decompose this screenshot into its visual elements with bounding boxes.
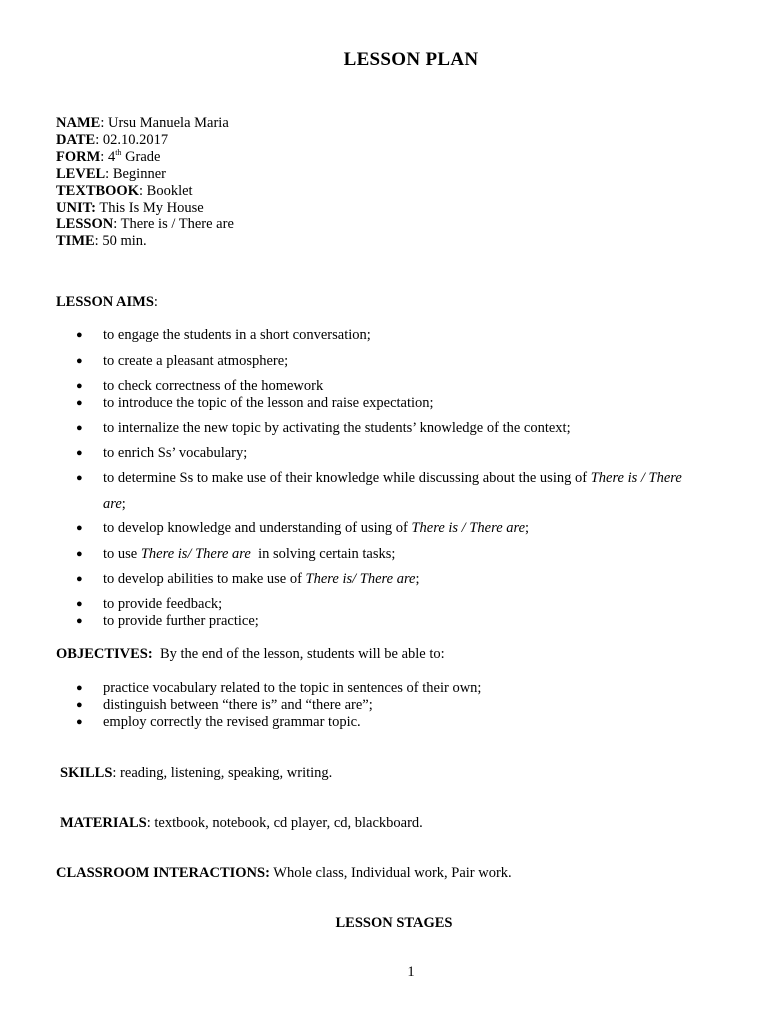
aim-item: to check correctness of the homework (103, 378, 324, 394)
aim-item: to create a pleasant atmosphere; (103, 353, 289, 369)
bullet-icon: ● (76, 472, 83, 484)
materials-line: MATERIALS: textbook, notebook, cd player, cd, blackboard. (60, 815, 423, 831)
aim-item: to introduce the topic of the lesson and raise expectation; (103, 395, 434, 411)
bullet-icon: ● (76, 682, 83, 694)
info-level: LEVEL: Beginner (56, 165, 166, 182)
bullet-icon: ● (76, 329, 83, 341)
info-form: FORM: 4th Grade (56, 147, 161, 165)
bullet-icon: ● (76, 615, 83, 627)
aim-item: to provide further practice; (103, 613, 259, 629)
lesson-stages-heading: LESSON STAGES (335, 915, 453, 931)
aim-item: to internalize the new topic by activating the students’ knowledge of the context; (103, 420, 571, 436)
lesson-aims-heading: LESSON AIMS: (56, 294, 158, 310)
bullet-icon: ● (76, 598, 83, 610)
objective-item: practice vocabulary related to the topic in sentences of their own; (103, 680, 482, 696)
aim-item: to develop knowledge and understanding of using of There is / There are; (103, 520, 530, 536)
bullet-icon: ● (76, 716, 83, 728)
objectives-line: OBJECTIVES: By the end of the lesson, students will be able to: (56, 646, 445, 662)
classroom-interactions-line: CLASSROOM INTERACTIONS: Whole class, Individual work, Pair work. (56, 865, 512, 881)
info-name: NAME: Ursu Manuela Maria (56, 115, 229, 131)
bullet-icon: ● (76, 447, 83, 459)
aim-item: to determine Ss to make use of their knowledge while discussing about the using of There is / There (103, 470, 682, 486)
info-lesson: LESSON: There is / There are (56, 216, 234, 233)
bullet-icon: ● (76, 548, 83, 560)
aim-item: to use There is/ There are in solving certain tasks; (103, 546, 396, 562)
page-number: 1 (407, 964, 415, 980)
objective-item: distinguish between “there is” and “there are”; (103, 697, 373, 713)
aim-item: to engage the students in a short conversation; (103, 327, 371, 343)
aim-item-continuation: are; (103, 496, 126, 512)
bullet-icon: ● (76, 573, 83, 585)
bullet-icon: ● (76, 422, 83, 434)
aim-item: to develop abilities to make use of There is/ There are; (103, 571, 420, 587)
info-time: TIME: 50 min. (56, 233, 147, 250)
bullet-icon: ● (76, 380, 83, 392)
bullet-icon: ● (76, 699, 83, 711)
document-title: LESSON PLAN (343, 49, 479, 70)
bullet-icon: ● (76, 355, 83, 367)
info-date: DATE: 02.10.2017 (56, 131, 169, 148)
aim-item: to enrich Ss’ vocabulary; (103, 445, 248, 461)
aim-item: to provide feedback; (103, 596, 223, 612)
lesson-info-block (56, 115, 234, 250)
objective-item: employ correctly the revised grammar topic. (103, 714, 361, 730)
skills-line: SKILLS: reading, listening, speaking, writing. (60, 765, 333, 781)
bullet-icon: ● (76, 522, 83, 534)
info-textbook: TEXTBOOK: Booklet (56, 182, 193, 199)
info-unit: UNIT: This Is My House (56, 199, 204, 216)
bullet-icon: ● (76, 397, 83, 409)
